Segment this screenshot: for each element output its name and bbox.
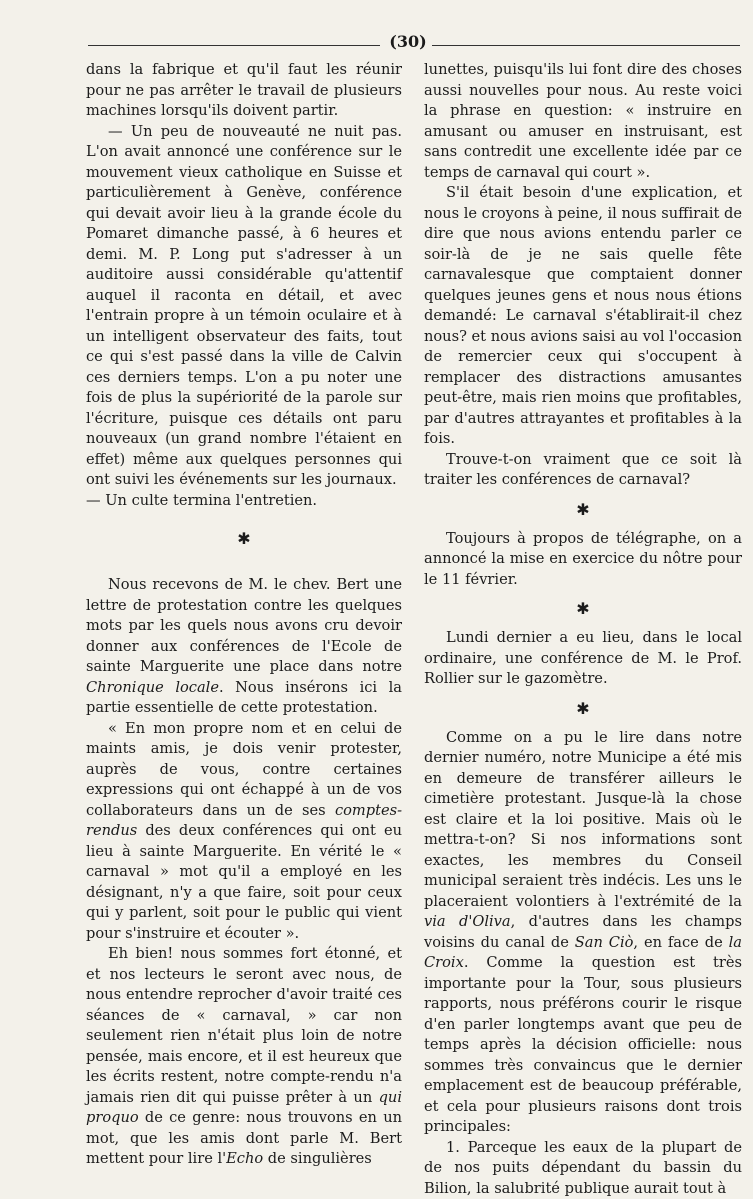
italic-text: comptes-rendus (86, 802, 402, 840)
italic-text: Chronique locale (86, 679, 219, 696)
left-column (86, 60, 402, 1170)
right-paragraph-5: Lundi dernier a eu lieu, dans le local ordinaire, une conférence de M. le Prof. Rollier sur le gazomètre. (424, 628, 742, 690)
right-paragraph-3: Trouve-t-on vraiment que ce soit là traiter les conférences de carnaval? (424, 450, 742, 491)
header-rule-left (88, 45, 380, 46)
italic-text: via d'Oliva (424, 913, 511, 930)
italic-text: la Croix (424, 934, 742, 972)
left-paragraph-4: Nous recevons de M. le chev. Bert une lettre de protestation contre les quelques mots par les quels nous avons cru devoir donner aux conférences de l'Ecole de sainte Marguerite une place dans notre Chronique locale. Nous insérons ici la partie essentielle de cette protestation. (86, 575, 402, 719)
right-paragraph-2: S'il était besoin d'une explication, et nous le croyons à peine, il nous suffirait de dire que nous avions entendu parler ce soir-là de je ne sais quelle fête carnavalesque que comptaient donner quelques jeunes gens et nous nous étions demandé: Le carnaval s'établirait-il chez nous? et nous avions saisi au vol l'occasion de remercier ceux qui s'occupent à remplacer des distractions amusantes peut-être, mais rien moins que profitables, par d'autres attrayantes et profitables à la fois. (424, 183, 742, 450)
section-separator-star: ✱ (424, 699, 742, 719)
page-number: (30) (388, 32, 428, 51)
right-paragraph-6: Comme on a pu le lire dans notre dernier numéro, notre Municipe a été mis en demeure de transférer ailleurs le cimetière protestant. Jusque-là la chose est claire et la loi positive. Mais où le mettra-t-on? Si nos informations sont exactes, les membres du Conseil municipal seraient très indécis. Les uns le placeraient volontiers à l'extrémité de la via d'Oliva, d'autres dans les champs voisins du canal de San Ciò, en face de la Croix. Comme la question est très importante pour la Tour, sous plusieurs rapports, nous préférons courir le risque d'en parler longtemps avant que peu de temps après la décision officielle: nous sommes très convaincus que le dernier emplacement est de beaucoup préférable, et cela pour plusieurs raisons dont trois principales: (424, 728, 742, 1138)
header-rule-right (432, 45, 740, 46)
italic-text: Echo (226, 1150, 263, 1167)
section-separator-star: ✱ (424, 599, 742, 619)
left-paragraph-5: « En mon propre nom et en celui de maints amis, je dois venir protester, auprès de vous, contre certaines expressions qui ont échappé à un de vos collaborateurs dans un de ses comptes-rendus des deux conférences qui ont eu lieu à sainte Marguerite. En vérité le « carnaval » mot qu'il a employé en les désignant, n'y a que faire, soit pour ceux qui y parlent, soit pour le public qui vient pour s'instruire et écouter ». (86, 719, 402, 945)
left-paragraph-2: — Un peu de nouveauté ne nuit pas. L'on avait annoncé une conférence sur le mouvement vieux catholique en Suisse et particulièrement à Genève, conférence qui devait avoir lieu à la grande école du Pomaret dimanche passé, à 6 heures et demi. M. P. Long put s'adresser à un auditoire aussi considérable qu'attentif auquel il raconta en détail, et avec l'entrain propre à un témoin oculaire et à un intelligent observateur des faits, tout ce qui s'est passé dans la ville de Calvin ces derniers temps. L'on a pu noter une fois de plus la supériorité de la parole sur l'écriture, puisque ces détails ont paru nouveaux (un grand nombre l'étaient en effet) même aux quelques personnes qui ont suivi les événements sur les journaux. (86, 122, 402, 491)
italic-text: San Ciò (575, 934, 634, 951)
right-column (424, 60, 742, 1199)
italic-text: qui proquo (86, 1089, 402, 1127)
page-header (88, 30, 740, 52)
left-paragraph-1: dans la fabrique et qu'il faut les réunir pour ne pas arrêter le travail de plusieurs machines lorsqu'ils doivent partir. (86, 60, 402, 122)
right-paragraph-4: Toujours à propos de télégraphe, on a annoncé la mise en exercice du nôtre pour le 11 février. (424, 529, 742, 591)
right-paragraph-1: lunettes, puisqu'ils lui font dire des choses aussi nouvelles pour nous. Au reste voici la phrase en question: « instruire en amusant ou amuser en instruisant, est sans contredit une excellente idée par ce temps de carnaval qui court ». (424, 60, 742, 183)
section-separator-star: ✱ (86, 529, 402, 549)
left-paragraph-3: — Un culte termina l'entretien. (86, 491, 402, 512)
section-separator-star: ✱ (424, 500, 742, 520)
right-paragraph-7: 1. Parceque les eaux de la plupart de de nos puits dépendant du bassin du Bilion, la salubrité publique aurait tout à (424, 1138, 742, 1199)
left-paragraph-6: Eh bien! nous sommes fort étonné, et et nos lecteurs le seront avec nous, de nous entendre reprocher d'avoir traité ces séances de « carnaval, » car non seulement rien n'était plus loin de notre pensée, mais encore, et il est heureux que les écrits restent, notre compte-rendu n'a jamais rien dit qui puisse prêter à un qui proquo de ce genre: nous trouvons en un mot, que les amis dont parle M. Bert mettent pour lire l'Echo de singulières (86, 944, 402, 1170)
